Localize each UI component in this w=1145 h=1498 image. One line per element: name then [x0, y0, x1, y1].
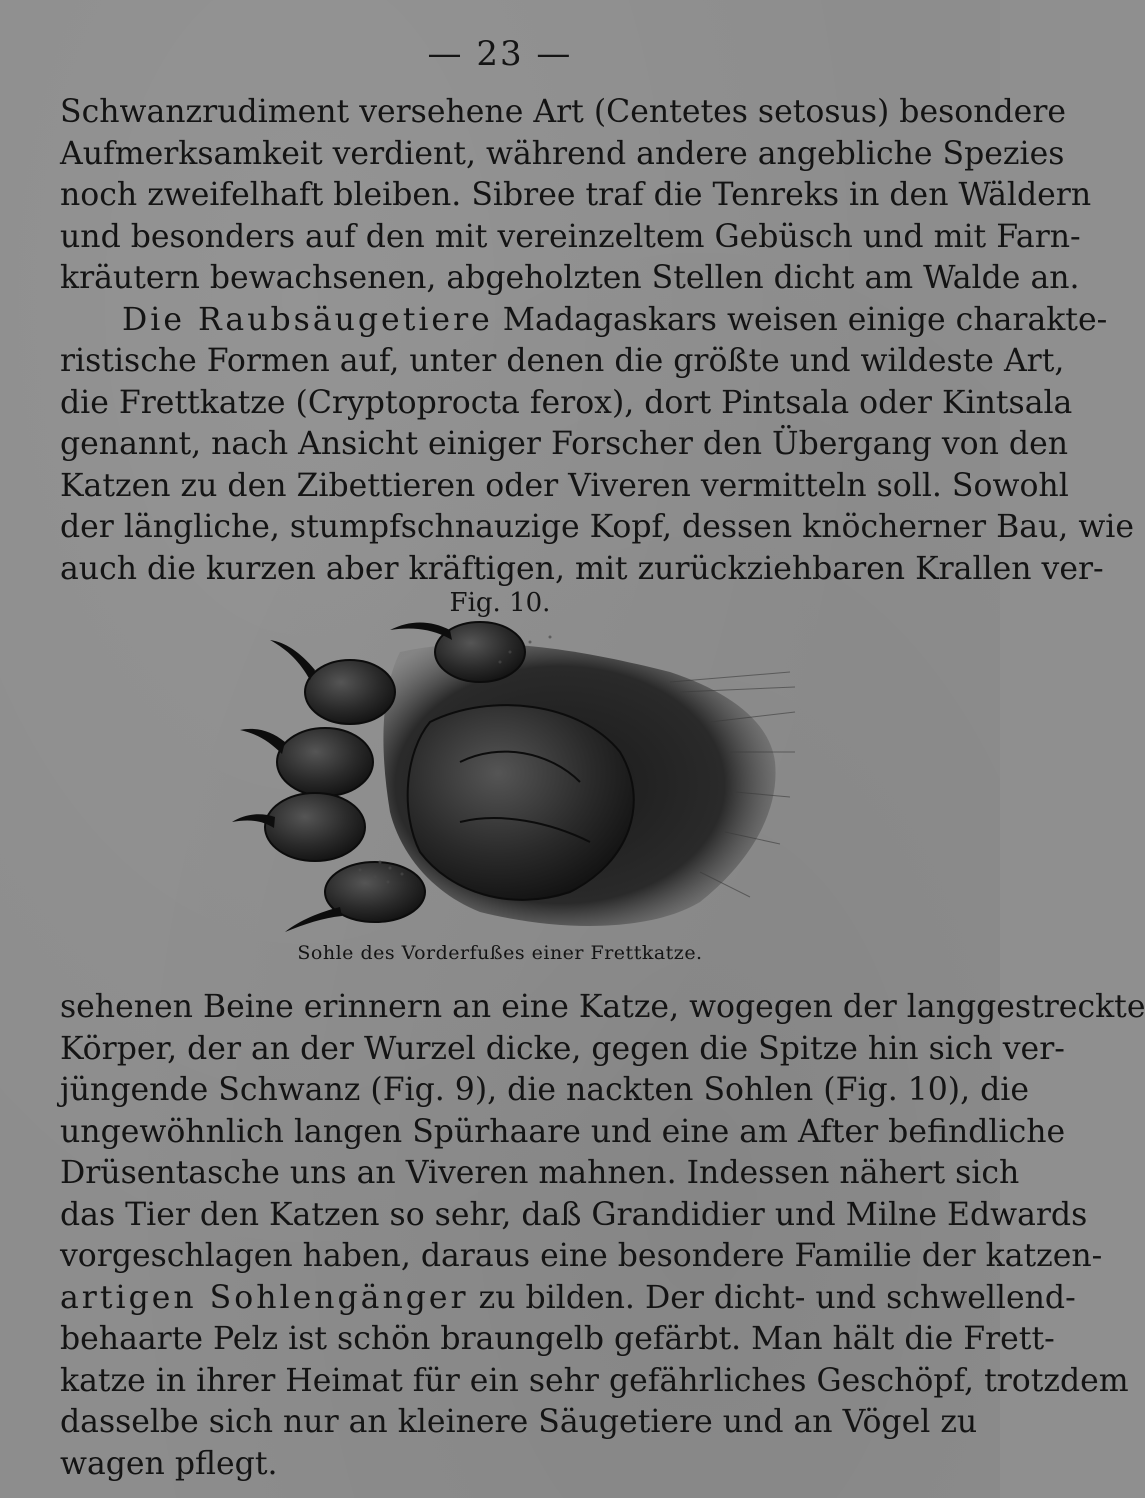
text-fragment: Madagaskars weisen einige charakte- — [502, 301, 1108, 338]
text-line: kräutern bewachsenen, abgeholzten Stellen dicht am Walde an. — [60, 260, 1080, 296]
text-line: ungewöhnlich langen Spürhaare und eine am After befindliche — [60, 1113, 1066, 1150]
text-line: jüngende Schwanz (Fig. 9), die nackten Sohlen (Fig. 10), die — [60, 1072, 1029, 1108]
text-fragment: zu bilden. Der dicht- und schwellend- — [478, 1279, 1076, 1316]
paragraph-lead-line — [60, 300, 1108, 342]
paw-sole-drawing — [230, 612, 800, 942]
text-line: genannt, nach Ansicht einiger Forscher den Übergang von den — [60, 426, 1069, 462]
text-line: Schwanzrudiment versehene Art (Centetes setosus) besondere — [60, 94, 1067, 130]
page-number: — 23 — — [427, 34, 573, 74]
text-line: ristische Formen auf, unter denen die größte und wildeste Art, — [60, 343, 1065, 379]
text-line: dasselbe sich nur an kleinere Säugetiere und an Vögel zu — [60, 1404, 978, 1440]
text-line: die Frettkatze (Cryptoprocta ferox), dort Pintsala oder Kintsala — [60, 384, 1073, 421]
text-line: Aufmerksamkeit verdient, während andere angebliche Spezies — [60, 135, 1065, 172]
text-line: und besonders auf den mit vereinzeltem Gebüsch und mit Farn- — [60, 218, 1081, 255]
text-line: behaarte Pelz ist schön braungelb gefärbt. Man hält die Frett- — [60, 1321, 1055, 1357]
text-line: noch zweifelhaft bleiben. Sibree traf die Tenreks in den Wäldern — [60, 177, 1092, 213]
text-line-spaced — [60, 1278, 1076, 1320]
text-block-bottom — [60, 987, 1145, 1485]
text-line: sehenen Beine erinnern an eine Katze, wogegen der langgestreckte — [60, 989, 1145, 1025]
text-line: katze in ihrer Heimat für ein sehr gefährliches Geschöpf, trotzdem — [60, 1362, 1129, 1399]
figure-label: Fig. 10. — [449, 588, 551, 618]
text-line: Körper, der an der Wurzel dicke, gegen die Spitze hin sich ver- — [60, 1030, 1065, 1067]
figure-caption: Sohle des Vorderfußes einer Frettkatze. — [297, 942, 703, 964]
emphasized-term: artigen Sohlengänger — [60, 1279, 469, 1316]
text-block-top — [60, 92, 1135, 590]
text-line: vorgeschlagen haben, daraus eine besondere Familie der katzen- — [60, 1238, 1103, 1274]
text-line: wagen pflegt. — [60, 1445, 278, 1482]
text-line: der längliche, stumpfschnauzige Kopf, dessen knöcherner Bau, wie — [60, 509, 1135, 545]
text-line: Drüsentasche uns an Viveren mahnen. Indessen nähert sich — [60, 1155, 1020, 1191]
text-line: Katzen zu den Zibettieren oder Viveren vermitteln soll. Sowohl — [60, 467, 1069, 504]
text-line: das Tier den Katzen so sehr, daß Grandidier und Milne Edwards — [60, 1196, 1088, 1233]
text-line: auch die kurzen aber kräftigen, mit zurückziehbaren Krallen ver- — [60, 550, 1104, 587]
paw-illustration — [230, 612, 800, 942]
emphasized-term: Die Raubsäugetiere — [122, 301, 493, 338]
